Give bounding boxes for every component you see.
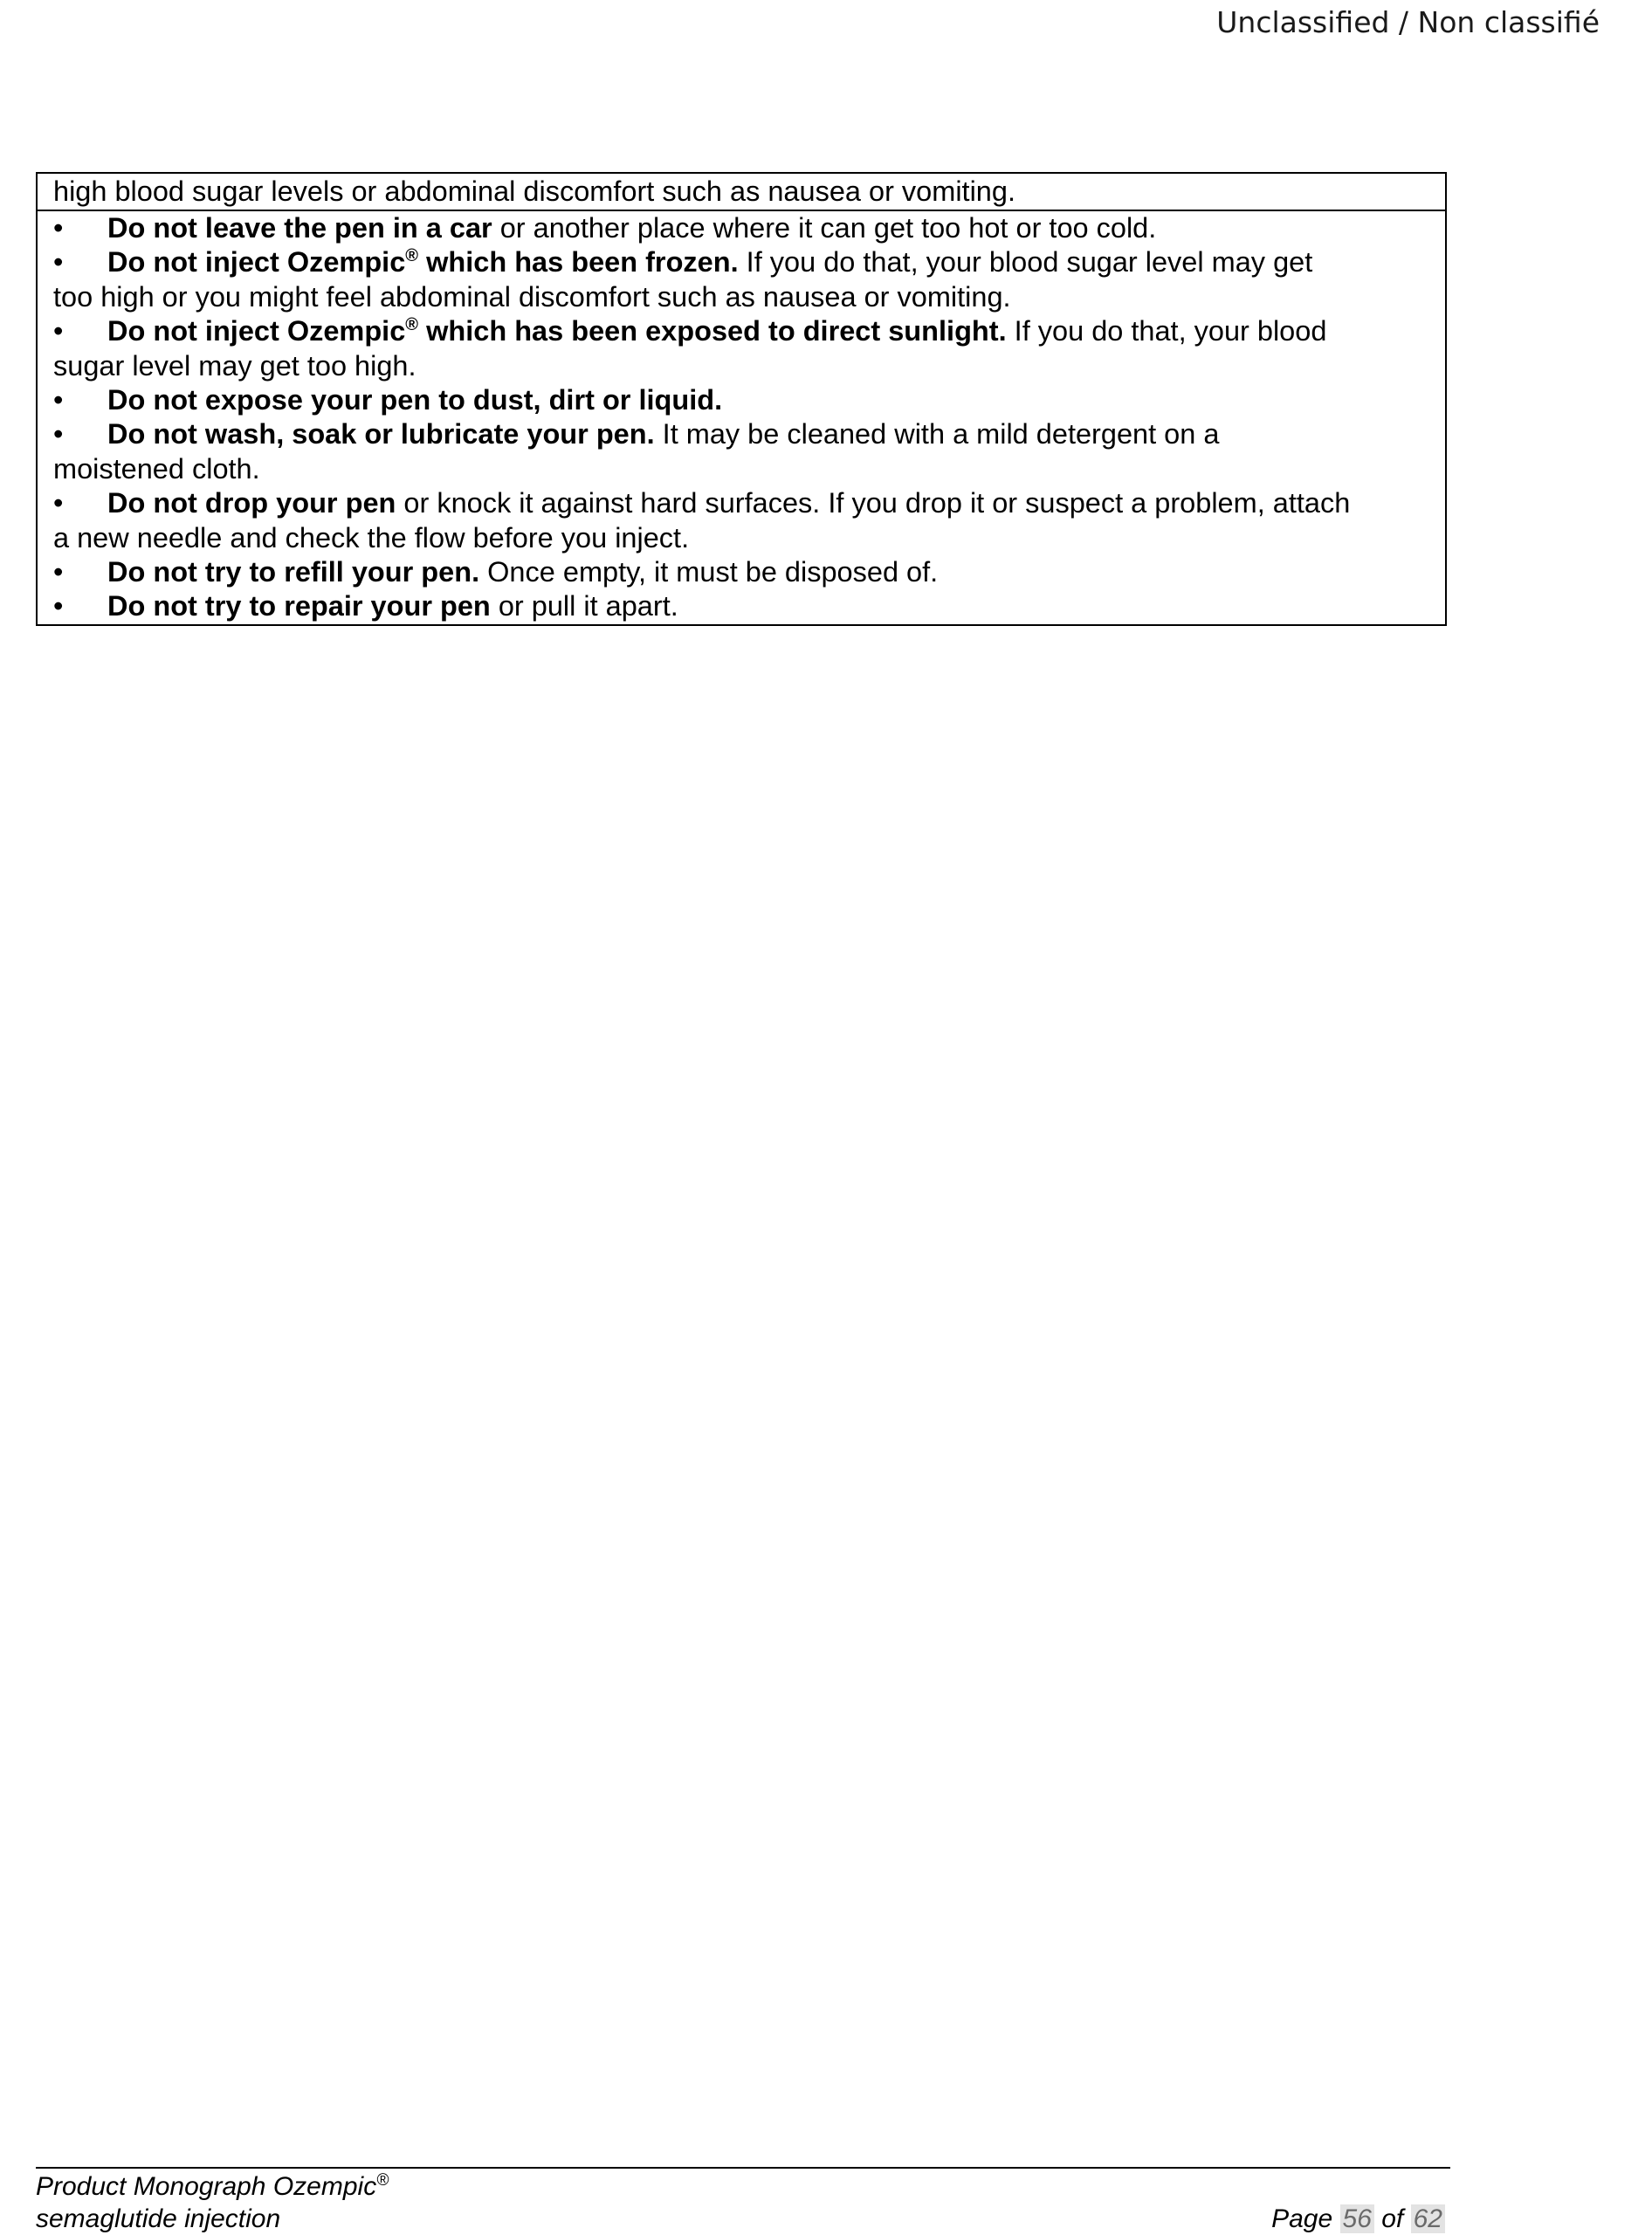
footer-product-name: Product Monograph Ozempic® (36, 2171, 389, 2201)
list-item: • Do not leave the pen in a car or another place where it can get too hot or too cold. (53, 211, 1429, 245)
list-item: • Do not wash, soak or lubricate your pen. It may be cleaned with a mild detergent on a (53, 417, 1429, 451)
footer-product-subtitle: semaglutide injection (36, 2204, 281, 2233)
list-item-continuation: a new needle and check the flow before you inject. (53, 521, 690, 554)
bullet-icon: • (53, 590, 64, 622)
page-number: Page 56 of 62 (1271, 2203, 1445, 2235)
list-item-continuation: too high or you might feel abdominal discomfort such as nausea or vomiting. (53, 280, 1011, 313)
bullet-icon: • (53, 315, 64, 347)
bullet-icon: • (53, 212, 64, 244)
continuation-text: high blood sugar levels or abdominal discomfort such as nausea or vomiting. (38, 174, 1445, 211)
list-item: • Do not inject Ozempic® which has been frozen. If you do that, your blood sugar level may get (53, 245, 1429, 279)
list-item-continuation: sugar level may get too high. (53, 349, 416, 382)
list-item-continuation: moistened cloth. (53, 452, 260, 485)
storage-instructions-box (36, 172, 1447, 626)
bullet-icon: • (53, 418, 64, 450)
current-page: 56 (1340, 2204, 1374, 2233)
list-item: • Do not inject Ozempic® which has been exposed to direct sunlight. If you do that, your blood (53, 314, 1429, 348)
total-pages: 62 (1411, 2204, 1445, 2233)
bullet-icon: • (53, 246, 64, 279)
bullet-icon: • (53, 384, 64, 416)
list-item: • Do not expose your pen to dust, dirt or liquid. (53, 383, 1429, 417)
list-item: • Do not try to repair your pen or pull it apart. (53, 589, 1429, 623)
bullet-icon: • (53, 556, 64, 588)
footer-product-info (36, 2170, 389, 2235)
list-item: • Do not try to refill your pen. Once empty, it must be disposed of. (53, 555, 1429, 589)
classification-header: Unclassified / Non classifié (1216, 5, 1600, 39)
bullet-icon: • (53, 487, 64, 519)
instruction-list (38, 211, 1445, 624)
footer-divider (36, 2167, 1450, 2169)
list-item: • Do not drop your pen or knock it against hard surfaces. If you drop it or suspect a problem, attach (53, 486, 1429, 520)
